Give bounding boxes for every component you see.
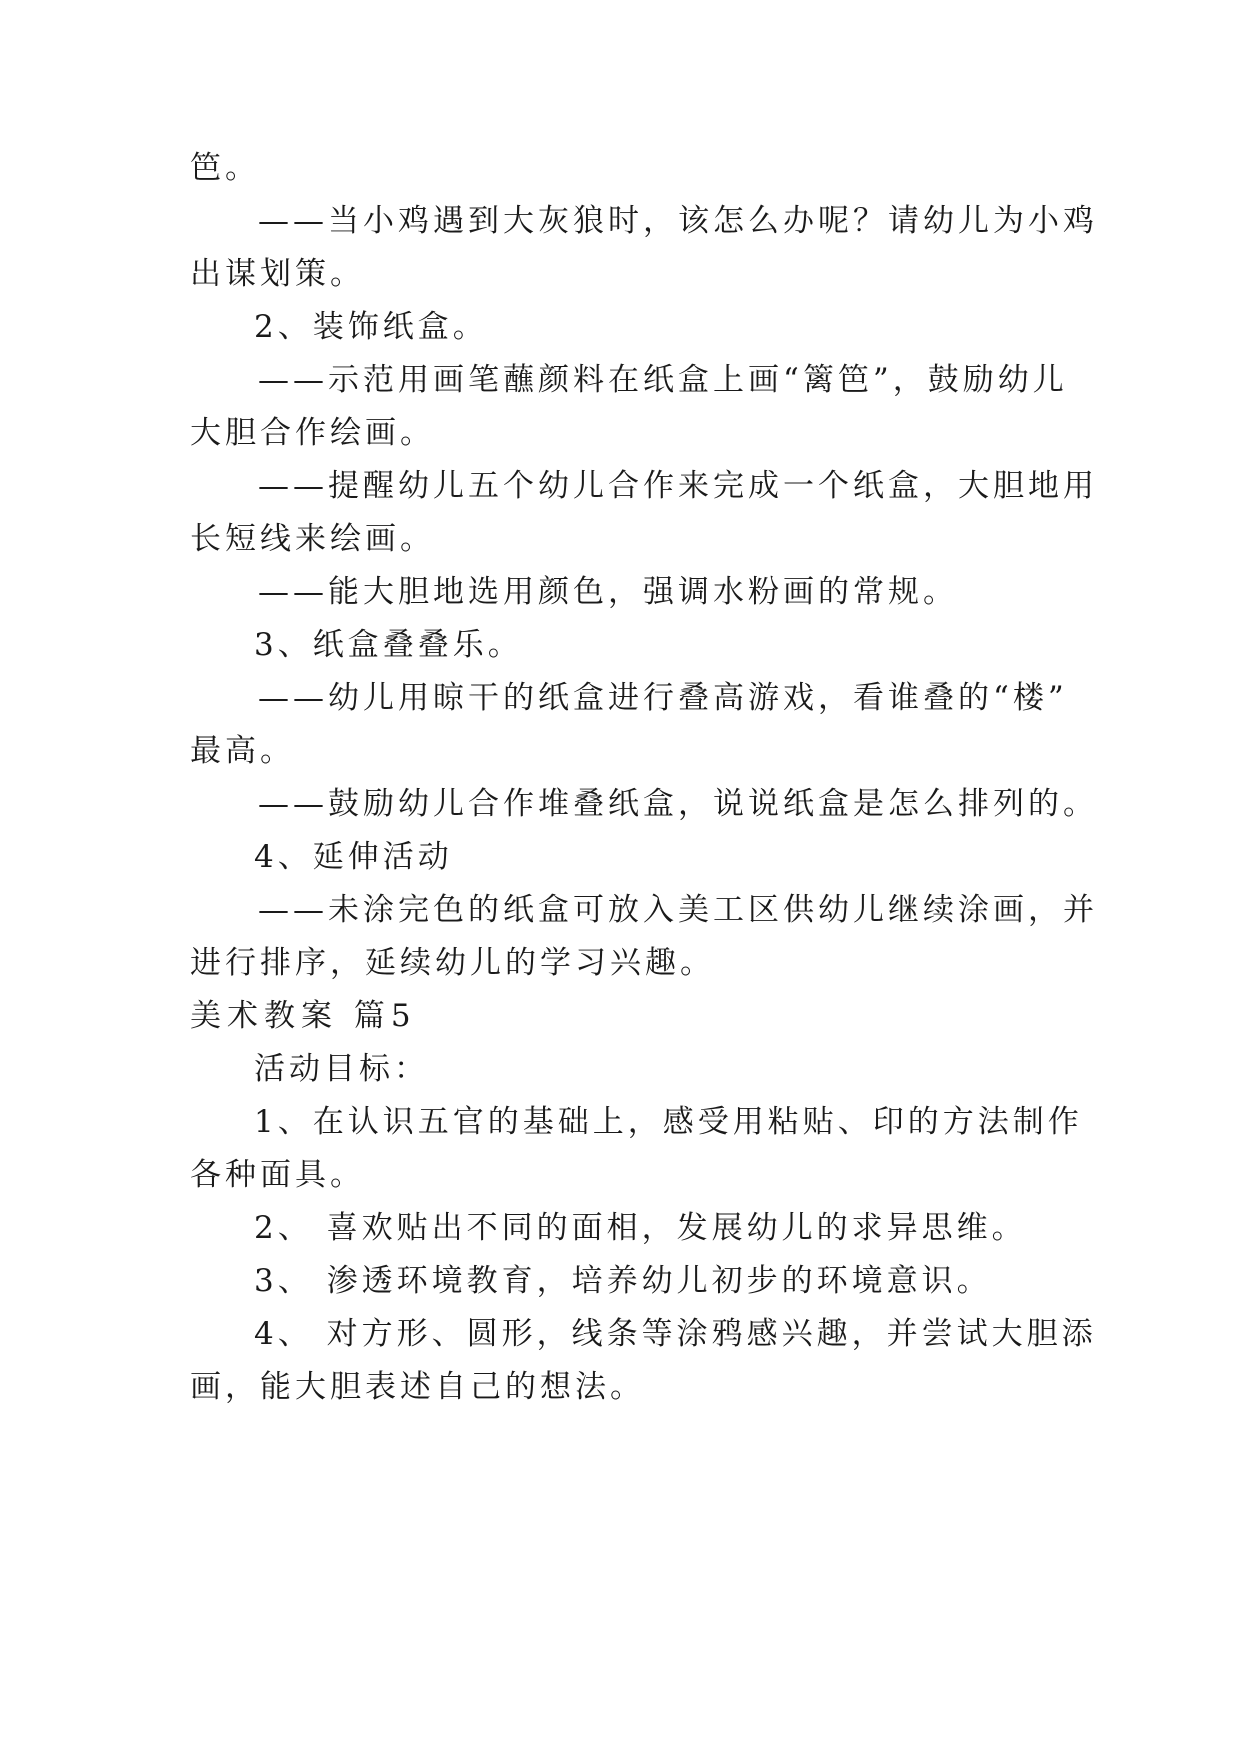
text-line: 3、 渗透环境教育，培养幼儿初步的环境意识。 (254, 1263, 992, 1299)
text-line: 1、在认识五官的基础上，感受用粘贴、印的方法制作 (254, 1104, 1083, 1140)
text-line: 3、纸盒叠叠乐。 (254, 627, 523, 663)
text-line: 笆。 (190, 150, 260, 186)
text-line: 2、装饰纸盒。 (254, 309, 488, 345)
section-heading: 美术教案 篇5 (190, 998, 417, 1034)
text-line: ——鼓励幼儿合作堆叠纸盒，说说纸盒是怎么排列的。 (258, 786, 1098, 822)
text-line: 4、 对方形、圆形，线条等涂鸦感兴趣，并尝试大胆添 (254, 1316, 1097, 1352)
text-line: 最高。 (190, 733, 295, 769)
text-line: 长短线来绘画。 (190, 521, 435, 557)
text-line: 各种面具。 (190, 1157, 365, 1193)
text-line: 进行排序，延续幼儿的学习兴趣。 (190, 945, 715, 981)
text-line: ——未涂完色的纸盒可放入美工区供幼儿继续涂画，并 (258, 892, 1098, 928)
text-line: 大胆合作绘画。 (190, 415, 435, 451)
text-line: ——示范用画笔蘸颜料在纸盒上画“篱笆”，鼓励幼儿 (258, 362, 1068, 398)
text-line: 2、 喜欢贴出不同的面相，发展幼儿的求异思维。 (254, 1210, 1027, 1246)
text-line: 画，能大胆表述自己的想法。 (190, 1369, 645, 1405)
text-line: ——提醒幼儿五个幼儿合作来完成一个纸盒，大胆地用 (258, 468, 1098, 504)
text-line: 4、延伸活动 (254, 839, 453, 875)
text-line: ——当小鸡遇到大灰狼时，该怎么办呢？请幼儿为小鸡 (258, 203, 1098, 239)
text-line: 活动目标： (254, 1051, 429, 1087)
text-line: ——能大胆地选用颜色，强调水粉画的常规。 (258, 574, 958, 610)
text-line: ——幼儿用晾干的纸盒进行叠高游戏，看谁叠的“楼” (258, 680, 1068, 716)
text-line: 出谋划策。 (190, 256, 365, 292)
